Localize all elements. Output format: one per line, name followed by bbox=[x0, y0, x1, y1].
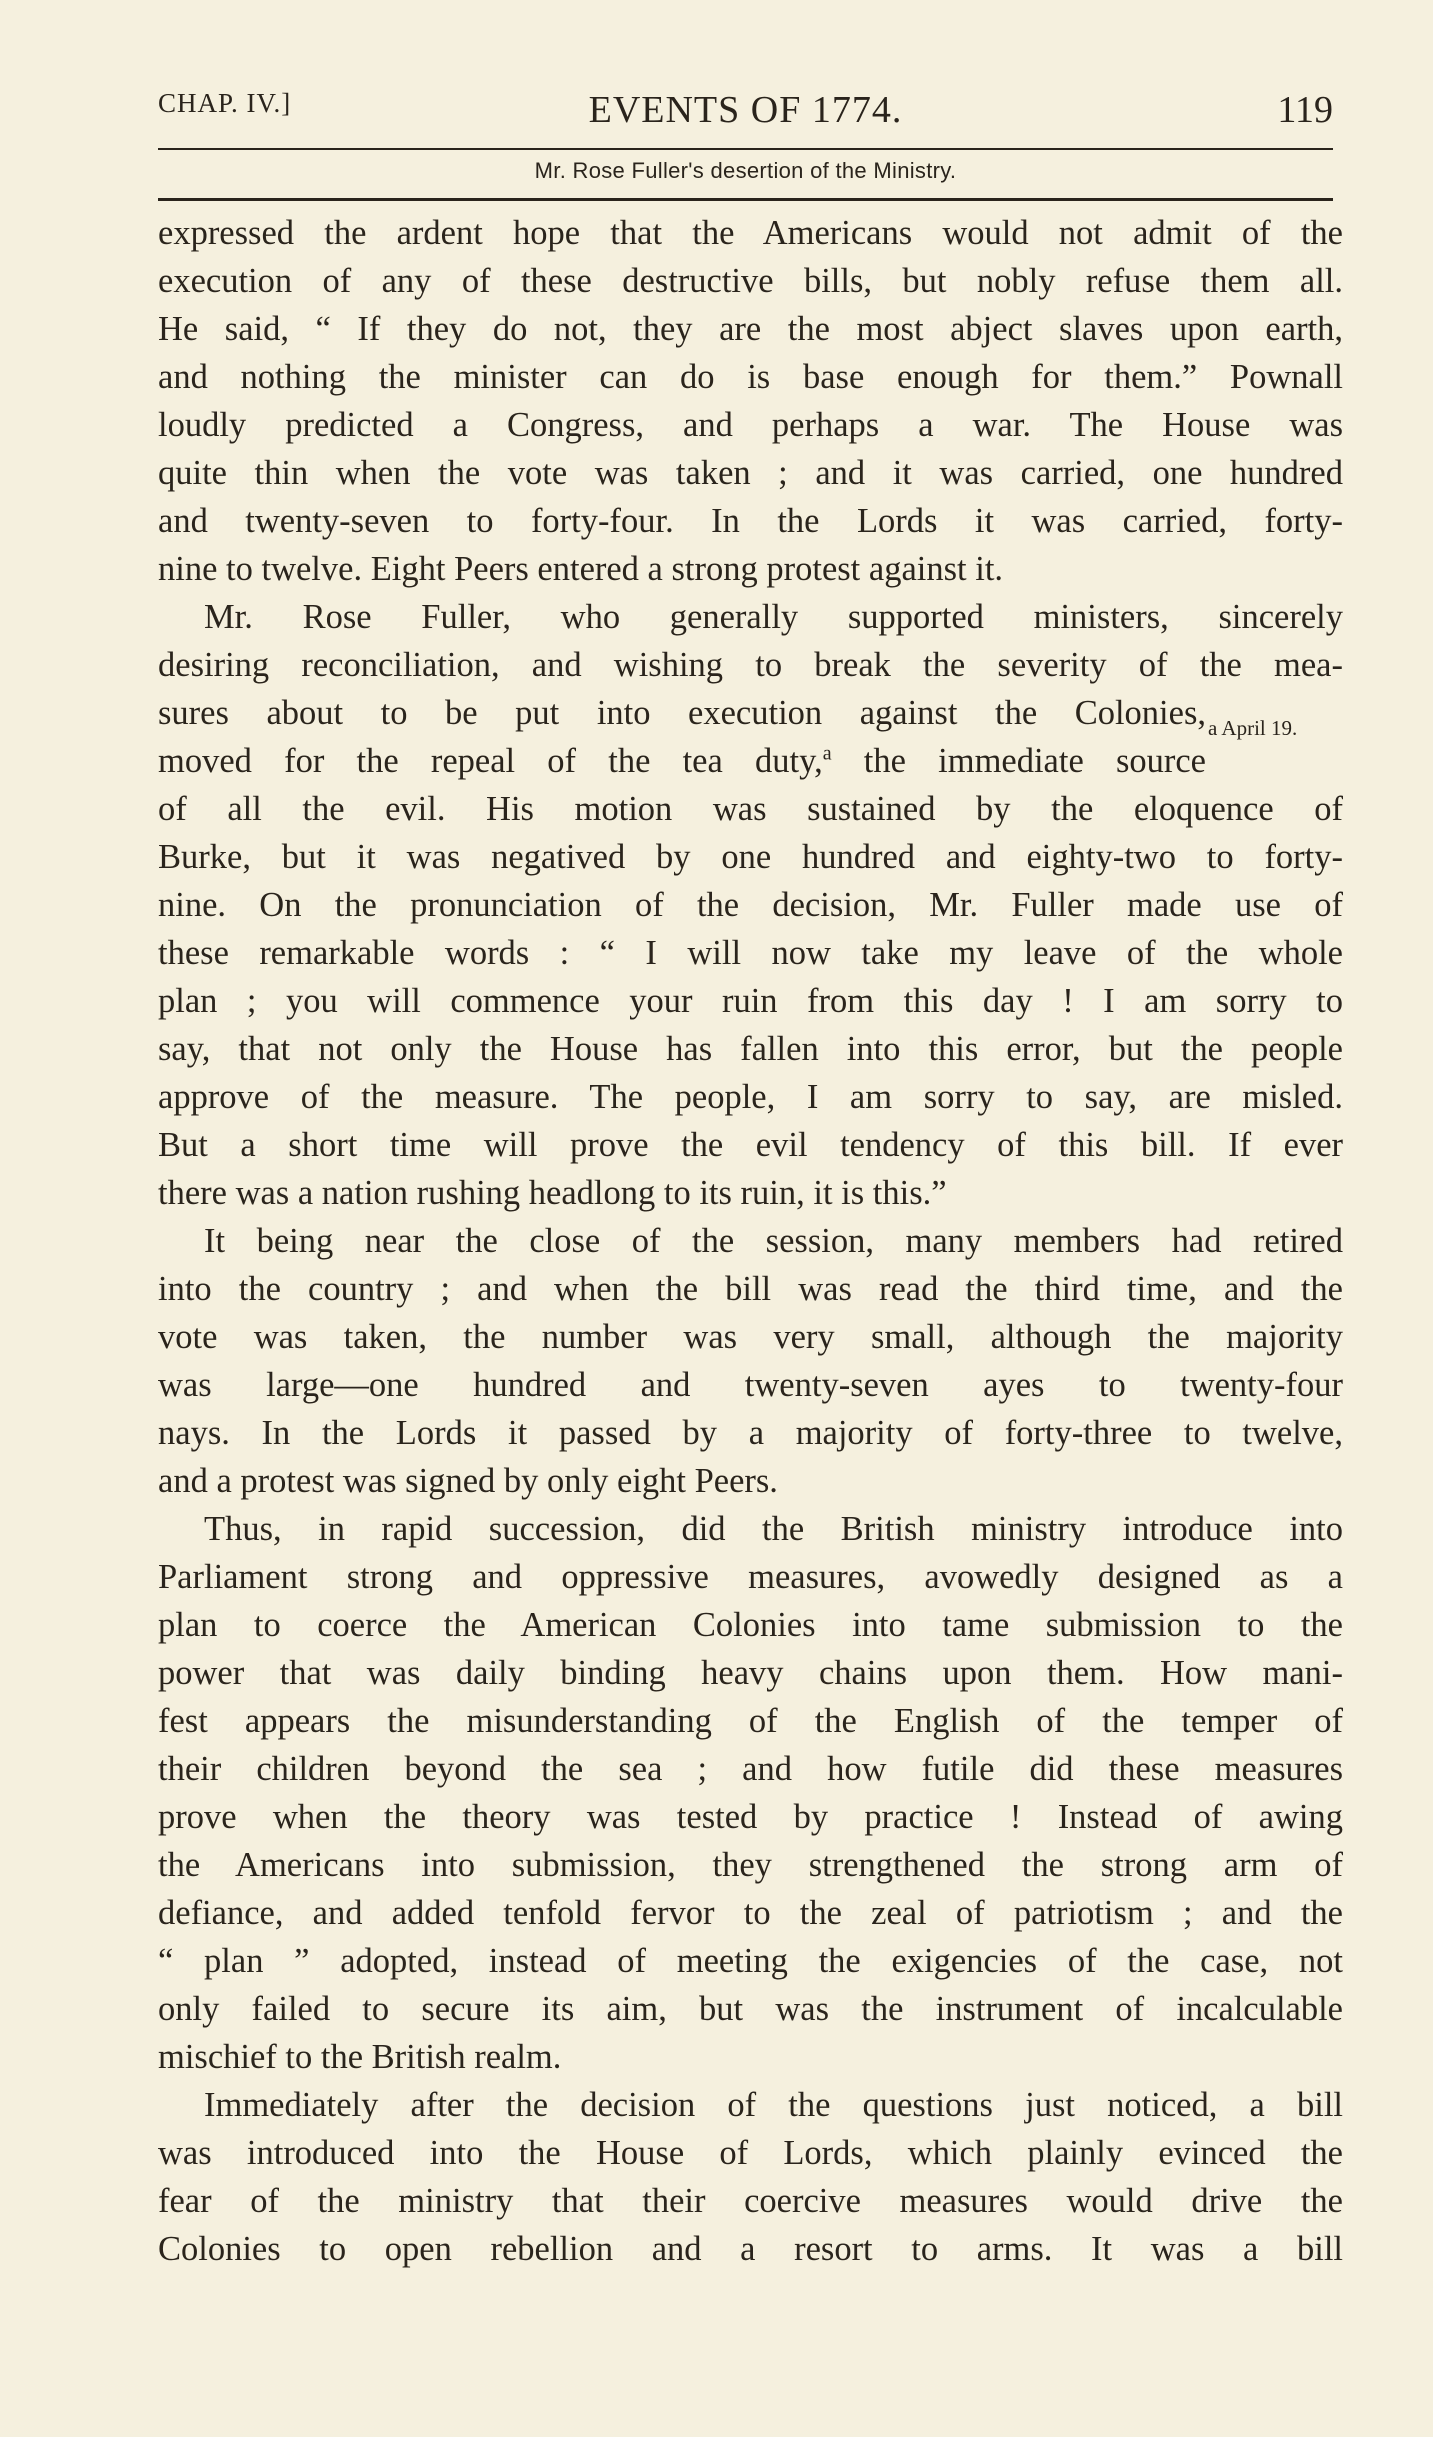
text-line-content: these remarkable words : “ I will now take my leave of the whole bbox=[158, 934, 1343, 972]
text-line-content: loudly predicted a Congress, and perhaps a war. The House was bbox=[158, 406, 1343, 444]
text-line bbox=[158, 881, 1343, 929]
text-line-content: Thus, in rapid succession, did the British ministry introduce into bbox=[204, 1510, 1343, 1548]
text-line-content: the Americans into submission, they strengthened the strong arm of bbox=[158, 1846, 1343, 1884]
section-subhead: Mr. Rose Fuller's desertion of the Ministry. bbox=[534, 158, 957, 183]
text-line bbox=[158, 1409, 1343, 1457]
text-line bbox=[158, 1169, 1343, 1217]
text-line bbox=[158, 2129, 1343, 2177]
body-text bbox=[158, 209, 1343, 2273]
text-line-content: and twenty-seven to forty-four. In the Lords it was carried, forty- bbox=[158, 502, 1343, 540]
text-line-content: nine to twelve. Eight Peers entered a strong protest against it. bbox=[158, 550, 1004, 588]
text-line-content: approve of the measure. The people, I am sorry to say, are misled. bbox=[158, 1078, 1343, 1116]
text-line-content: execution of any of these destructive bills, but nobly refuse them all. bbox=[158, 262, 1343, 300]
text-line-content: sures about to be put into execution against the Colonies, bbox=[158, 694, 1206, 732]
text-line-content: He said, “ If they do not, they are the most abject slaves upon earth, bbox=[158, 310, 1343, 348]
text-line bbox=[158, 545, 1343, 593]
text-line bbox=[158, 2033, 1343, 2081]
text-line bbox=[158, 737, 1206, 785]
text-line-content: “ plan ” adopted, instead of meeting the exigencies of the case, not bbox=[158, 1942, 1343, 1980]
text-line-content: mischief to the British realm. bbox=[158, 2038, 562, 2076]
text-line bbox=[158, 209, 1343, 257]
text-line-content: of all the evil. His motion was sustained by the eloquence of bbox=[158, 790, 1343, 828]
text-line bbox=[158, 1745, 1343, 1793]
text-line bbox=[158, 1121, 1343, 1169]
text-line bbox=[158, 1265, 1343, 1313]
text-line bbox=[158, 401, 1343, 449]
running-head bbox=[158, 88, 1333, 138]
text-line-content: was introduced into the House of Lords, which plainly evinced the bbox=[158, 2134, 1343, 2172]
text-line-content: plan ; you will commence your ruin from this day ! I am sorry to bbox=[158, 982, 1343, 1020]
text-line bbox=[158, 1457, 1343, 1505]
text-line-content: Immediately after the decision of the questions just noticed, a bill bbox=[204, 2086, 1343, 2124]
text-line-content: was large—one hundred and twenty-seven ayes to twenty-four bbox=[158, 1366, 1343, 1404]
text-line-content: only failed to secure its aim, but was the instrument of incalculable bbox=[158, 1990, 1343, 2028]
text-line bbox=[158, 2225, 1343, 2273]
footnote-marker: a bbox=[822, 742, 832, 765]
text-line bbox=[158, 2081, 1343, 2129]
text-line-continuation: the immediate source bbox=[831, 742, 1206, 780]
text-line-content: vote was taken, the number was very small, although the majority bbox=[158, 1318, 1343, 1356]
text-line-content: and nothing the minister can do is base enough for them.” Pownall bbox=[158, 358, 1343, 396]
text-line-content: desiring reconciliation, and wishing to break the severity of the mea- bbox=[158, 646, 1343, 684]
text-line-content: into the country ; and when the bill was read the third time, and the bbox=[158, 1270, 1343, 1308]
page-number: 119 bbox=[1277, 89, 1333, 131]
text-line bbox=[158, 1937, 1343, 1985]
text-line bbox=[158, 305, 1343, 353]
text-line-content: Mr. Rose Fuller, who generally supported ministers, sincerely bbox=[204, 598, 1343, 636]
text-line-content: Burke, but it was negatived by one hundred and eighty-two to forty- bbox=[158, 838, 1343, 876]
text-line bbox=[158, 641, 1343, 689]
text-line-content: It being near the close of the session, many members had retired bbox=[204, 1222, 1343, 1260]
text-line-content: say, that not only the House has fallen into this error, but the people bbox=[158, 1030, 1343, 1068]
text-line-content: and a protest was signed by only eight Peers. bbox=[158, 1462, 778, 1500]
text-line bbox=[158, 353, 1343, 401]
text-line-content: But a short time will prove the evil tendency of this bill. If ever bbox=[158, 1126, 1343, 1164]
text-line bbox=[158, 1505, 1343, 1553]
text-line bbox=[158, 497, 1343, 545]
text-line bbox=[158, 1025, 1343, 1073]
text-line bbox=[158, 1553, 1343, 1601]
text-line bbox=[158, 977, 1343, 1025]
text-line-content: fear of the ministry that their coercive measures would drive the bbox=[158, 2182, 1343, 2220]
text-line-content: fest appears the misunderstanding of the English of the temper of bbox=[158, 1702, 1343, 1740]
text-line-content: prove when the theory was tested by practice ! Instead of awing bbox=[158, 1798, 1343, 1836]
text-line bbox=[158, 1073, 1343, 1121]
marginal-note: a April 19. bbox=[1208, 716, 1298, 740]
text-line-content: there was a nation rushing headlong to its ruin, it is this.” bbox=[158, 1174, 947, 1212]
text-line-content: Colonies to open rebellion and a resort to arms. It was a bill bbox=[158, 2230, 1343, 2268]
text-line-content: power that was daily binding heavy chains upon them. How mani- bbox=[158, 1654, 1343, 1692]
text-line bbox=[158, 257, 1343, 305]
text-line bbox=[158, 1313, 1343, 1361]
text-line bbox=[158, 2177, 1343, 2225]
text-line bbox=[158, 785, 1343, 833]
page-title: EVENTS OF 1774. bbox=[588, 89, 903, 131]
text-line bbox=[158, 1217, 1343, 1265]
text-line-content: defiance, and added tenfold fervor to the zeal of patriotism ; and the bbox=[158, 1894, 1343, 1932]
header-rule-bottom bbox=[158, 198, 1333, 201]
text-line bbox=[158, 449, 1343, 497]
text-line-content: expressed the ardent hope that the Americans would not admit of the bbox=[158, 214, 1343, 252]
text-line-content: their children beyond the sea ; and how futile did these measures bbox=[158, 1750, 1343, 1788]
text-line bbox=[158, 689, 1206, 737]
text-line-content: nine. On the pronunciation of the decision, Mr. Fuller made use of bbox=[158, 886, 1343, 924]
text-line bbox=[158, 593, 1343, 641]
text-line bbox=[158, 1841, 1343, 1889]
text-line bbox=[158, 929, 1343, 977]
text-line bbox=[158, 1361, 1343, 1409]
text-line bbox=[158, 1793, 1343, 1841]
text-line-content: nays. In the Lords it passed by a majority of forty-three to twelve, bbox=[158, 1414, 1343, 1452]
text-line bbox=[158, 833, 1343, 881]
text-line bbox=[158, 1889, 1343, 1937]
text-line-content: quite thin when the vote was taken ; and it was carried, one hundred bbox=[158, 454, 1343, 492]
text-line-content: moved for the repeal of the tea duty, bbox=[158, 742, 823, 780]
text-line bbox=[158, 1649, 1343, 1697]
text-line bbox=[158, 1985, 1343, 2033]
chapter-label: CHAP. IV.] bbox=[158, 88, 292, 118]
text-line bbox=[158, 1697, 1343, 1745]
text-line-content: Parliament strong and oppressive measures, avowedly designed as a bbox=[158, 1558, 1343, 1596]
text-line-content: plan to coerce the American Colonies into tame submission to the bbox=[158, 1606, 1343, 1644]
text-line bbox=[158, 1601, 1343, 1649]
header-rule-top bbox=[158, 148, 1333, 150]
